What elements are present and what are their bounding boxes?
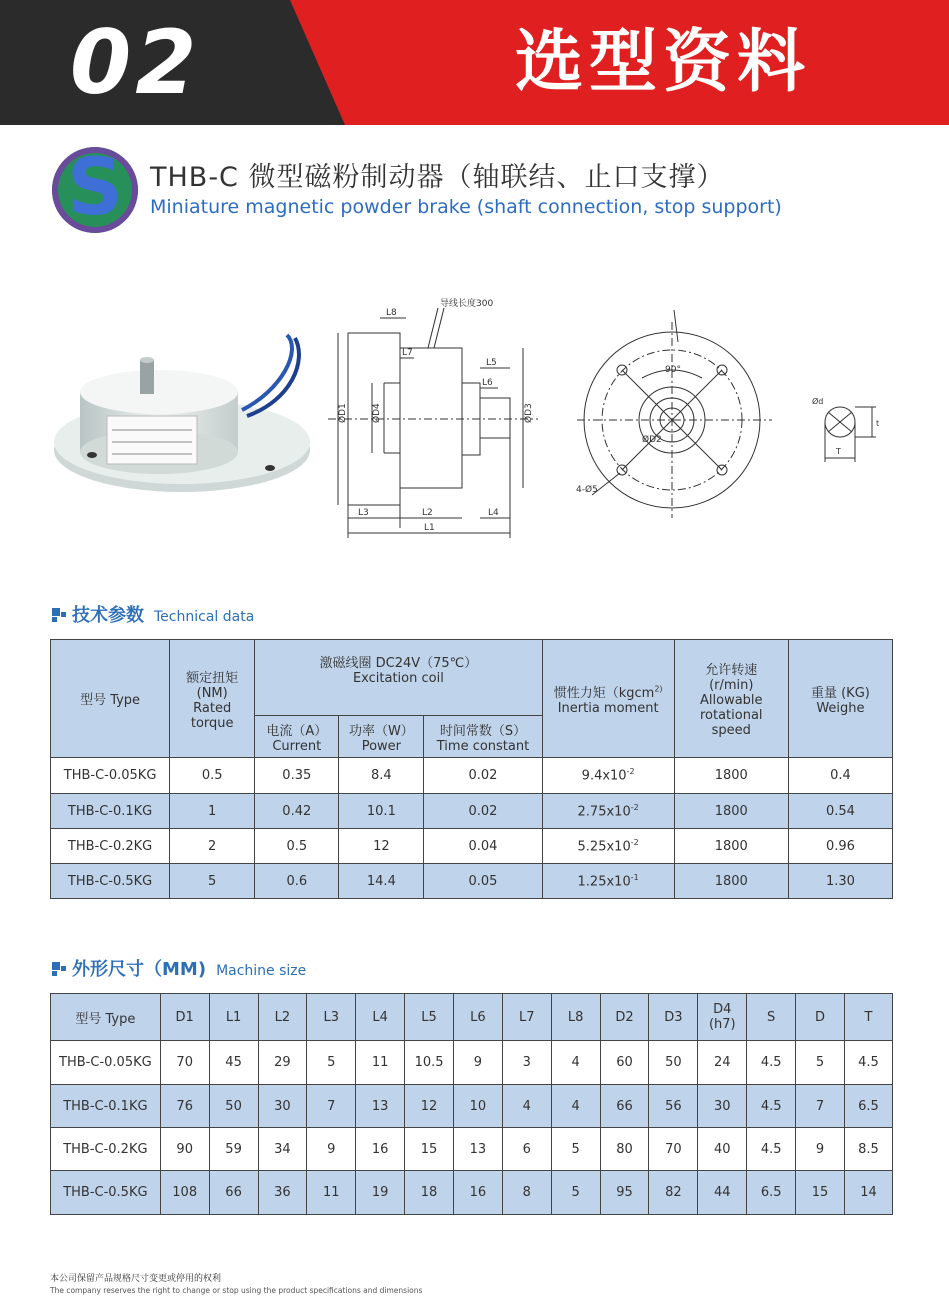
cell-power: 14.4 — [339, 864, 424, 899]
header-inertia: 惯性力矩（kgcm$^{2)}$ Inertia moment — [542, 640, 674, 758]
label-L4: L4 — [488, 508, 499, 518]
cell-weight: 0.4 — [788, 758, 892, 794]
table-cell: THB-C-0.2KG — [51, 1128, 161, 1171]
front-view-drawing — [572, 310, 787, 520]
table-cell: 14 — [844, 1171, 892, 1215]
table-cell: 16 — [454, 1171, 503, 1215]
table-row — [51, 794, 893, 829]
section-bullet-icon — [52, 962, 66, 976]
footer-note-cn: 本公司保留产品规格尺寸变更或停用的权利 — [50, 1274, 222, 1284]
table-cell: THB-C-0.1KG — [51, 1085, 161, 1128]
table-cell: 30 — [258, 1085, 307, 1128]
table-cell: 13 — [454, 1128, 503, 1171]
label-D3: ØD3 — [524, 403, 534, 423]
label-lead: 导线长度300 — [440, 299, 494, 309]
table-cell: 7 — [307, 1085, 356, 1128]
label-d: Ød — [812, 397, 824, 406]
header-weight: 重量 (KG) Weighe — [788, 640, 892, 758]
table-cell: 95 — [600, 1171, 649, 1215]
size-header-cell: D — [796, 994, 845, 1041]
table-cell: 70 — [649, 1128, 698, 1171]
cell-power: 12 — [339, 829, 424, 864]
header-torque: 额定扭矩 (NM) Rated torque — [170, 640, 255, 758]
table-cell: 9 — [307, 1128, 356, 1171]
section-title: 选型资料 — [515, 23, 812, 102]
table-row — [51, 1128, 893, 1171]
table-cell: THB-C-0.05KG — [51, 1041, 161, 1085]
table-cell: 13 — [356, 1085, 405, 1128]
table-cell: 34 — [258, 1128, 307, 1171]
table-cell: 6 — [502, 1128, 551, 1171]
table-cell: 4.5 — [844, 1041, 892, 1085]
table-cell: 4.5 — [747, 1041, 796, 1085]
header-power: 功率（W） Power — [339, 716, 424, 758]
size-header-cell: L6 — [454, 994, 503, 1041]
table-row — [51, 1041, 893, 1085]
side-view-drawing — [328, 288, 558, 548]
table-cell: 24 — [698, 1041, 747, 1085]
size-header-cell: L7 — [502, 994, 551, 1041]
header-coil: 激磁线圈 DC24V（75℃） Excitation coil — [255, 640, 542, 716]
cell-speed: 1800 — [674, 758, 788, 794]
cell-torque: 2 — [170, 829, 255, 864]
product-title-en: Miniature magnetic powder brake (shaft connection, stop support) — [150, 196, 782, 218]
table-cell: 12 — [405, 1085, 454, 1128]
label-angle: 90° — [665, 365, 681, 375]
table-cell: 4 — [551, 1085, 600, 1128]
table-cell: 11 — [307, 1171, 356, 1215]
label-t: t — [876, 419, 880, 428]
label-L1: L1 — [424, 523, 435, 533]
footer-note-en: The company reserves the right to change or stop using the product specifications and dimensions — [50, 1286, 423, 1295]
cell-time: 0.02 — [424, 794, 542, 829]
size-header-cell: L1 — [209, 994, 258, 1041]
table-cell: 90 — [160, 1128, 209, 1171]
cell-weight: 0.54 — [788, 794, 892, 829]
label-L6: L6 — [482, 378, 493, 388]
table-cell: 76 — [160, 1085, 209, 1128]
page-header — [0, 0, 949, 125]
cell-torque: 0.5 — [170, 758, 255, 794]
table-cell: 50 — [209, 1085, 258, 1128]
table-cell: 29 — [258, 1041, 307, 1085]
label-L5: L5 — [486, 358, 497, 368]
cell-torque: 5 — [170, 864, 255, 899]
cell-time: 0.04 — [424, 829, 542, 864]
size-header-cell: S — [747, 994, 796, 1041]
table-cell: 60 — [600, 1041, 649, 1085]
cell-model: THB-C-0.1KG — [51, 794, 170, 829]
table-cell: 6.5 — [844, 1085, 892, 1128]
table-cell: 45 — [209, 1041, 258, 1085]
table-cell: 66 — [600, 1085, 649, 1128]
label-T: T — [836, 447, 841, 456]
table-cell: 10.5 — [405, 1041, 454, 1085]
product-title-cn: THB-C 微型磁粉制动器（轴联结、止口支撑） — [150, 162, 725, 193]
table-cell: 5 — [307, 1041, 356, 1085]
table-cell: 80 — [600, 1128, 649, 1171]
label-L7: L7 — [402, 348, 413, 358]
product-photo — [52, 330, 317, 505]
label-holes: 4-Ø5 — [576, 485, 598, 495]
cell-inertia: $1.25x10^{-1}$ — [542, 864, 674, 899]
table-row — [51, 1171, 893, 1215]
table-cell: 40 — [698, 1128, 747, 1171]
size-header-cell: D1 — [160, 994, 209, 1041]
cell-current: 0.6 — [255, 864, 339, 899]
table-cell: 36 — [258, 1171, 307, 1215]
cell-current: 0.42 — [255, 794, 339, 829]
table-cell: 50 — [649, 1041, 698, 1085]
technical-data-table — [50, 639, 893, 899]
cell-model: THB-C-0.2KG — [51, 829, 170, 864]
cell-time: 0.02 — [424, 758, 542, 794]
section-number: 02 — [70, 11, 201, 114]
table-cell: 11 — [356, 1041, 405, 1085]
machine-size-table — [50, 993, 893, 1215]
table-cell: 16 — [356, 1128, 405, 1171]
table-cell: 5 — [551, 1171, 600, 1215]
table-cell: 8.5 — [844, 1128, 892, 1171]
cell-inertia: $2.75x10^{-2}$ — [542, 794, 674, 829]
logo-letter: S — [66, 143, 124, 233]
size-header-cell: L8 — [551, 994, 600, 1041]
table-cell: 4 — [502, 1085, 551, 1128]
cell-weight: 0.96 — [788, 829, 892, 864]
cell-torque: 1 — [170, 794, 255, 829]
table-cell: 3 — [502, 1041, 551, 1085]
cell-inertia: $9.4x10^{-2}$ — [542, 758, 674, 794]
table-row — [51, 829, 893, 864]
table-cell: 4 — [551, 1041, 600, 1085]
size-header-cell: L5 — [405, 994, 454, 1041]
section-bullet-icon — [52, 608, 66, 622]
table-cell: 8 — [502, 1171, 551, 1215]
cell-model: THB-C-0.05KG — [51, 758, 170, 794]
label-D1: ØD1 — [338, 403, 348, 423]
table-header-row — [51, 640, 893, 716]
table-cell: 4.5 — [747, 1128, 796, 1171]
table-cell: 30 — [698, 1085, 747, 1128]
cell-current: 0.5 — [255, 829, 339, 864]
table-cell: 66 — [209, 1171, 258, 1215]
size-header-cell: D2 — [600, 994, 649, 1041]
size-section-title-en: Machine size — [216, 963, 307, 979]
table-cell: 9 — [454, 1041, 503, 1085]
size-header-cell: D3 — [649, 994, 698, 1041]
table-cell: 44 — [698, 1171, 747, 1215]
label-D2: ØD2 — [642, 435, 662, 445]
size-header-cell: T — [844, 994, 892, 1041]
label-L8: L8 — [386, 308, 397, 318]
cell-current: 0.35 — [255, 758, 339, 794]
size-header-cell: L4 — [356, 994, 405, 1041]
table-cell: 19 — [356, 1171, 405, 1215]
cell-inertia: $5.25x10^{-2}$ — [542, 829, 674, 864]
table-cell: 108 — [160, 1171, 209, 1215]
label-L3: L3 — [358, 508, 369, 518]
table-cell: 9 — [796, 1128, 845, 1171]
header-model: 型号 Type — [51, 640, 170, 758]
size-section-heading — [52, 955, 306, 981]
label-D4: ØD4 — [372, 403, 382, 423]
tech-section-title-en: Technical data — [154, 609, 255, 625]
label-L2: L2 — [422, 508, 433, 518]
table-cell: THB-C-0.5KG — [51, 1171, 161, 1215]
table-row — [51, 758, 893, 794]
table-cell: 18 — [405, 1171, 454, 1215]
cell-power: 8.4 — [339, 758, 424, 794]
header-speed: 允许转速 (r/min) Allowable rotational speed — [674, 640, 788, 758]
table-cell: 5 — [796, 1041, 845, 1085]
size-header-cell: L2 — [258, 994, 307, 1041]
cell-speed: 1800 — [674, 794, 788, 829]
header-time: 时间常数（S） Time constant — [424, 716, 542, 758]
cell-weight: 1.30 — [788, 864, 892, 899]
size-section-title-cn: 外形尺寸（MM) — [72, 959, 207, 980]
cell-model: THB-C-0.5KG — [51, 864, 170, 899]
size-header-cell: 型号 Type — [51, 994, 161, 1041]
table-cell: 6.5 — [747, 1171, 796, 1215]
size-header-cell: D4 (h7) — [698, 994, 747, 1041]
table-cell: 15 — [405, 1128, 454, 1171]
table-cell: 5 — [551, 1128, 600, 1171]
table-cell: 59 — [209, 1128, 258, 1171]
table-cell: 4.5 — [747, 1085, 796, 1128]
header-current: 电流（A） Current — [255, 716, 339, 758]
size-header-row — [51, 994, 893, 1041]
tech-section-title-cn: 技术参数 — [72, 605, 144, 626]
tech-section-heading — [52, 601, 254, 627]
table-cell: 15 — [796, 1171, 845, 1215]
table-cell: 70 — [160, 1041, 209, 1085]
table-cell: 10 — [454, 1085, 503, 1128]
cell-time: 0.05 — [424, 864, 542, 899]
table-cell: 56 — [649, 1085, 698, 1128]
cell-speed: 1800 — [674, 829, 788, 864]
cell-speed: 1800 — [674, 864, 788, 899]
cell-power: 10.1 — [339, 794, 424, 829]
table-row — [51, 864, 893, 899]
shaft-section-drawing — [808, 380, 888, 470]
table-cell: 82 — [649, 1171, 698, 1215]
table-cell: 7 — [796, 1085, 845, 1128]
table-row — [51, 1085, 893, 1128]
size-header-cell: L3 — [307, 994, 356, 1041]
